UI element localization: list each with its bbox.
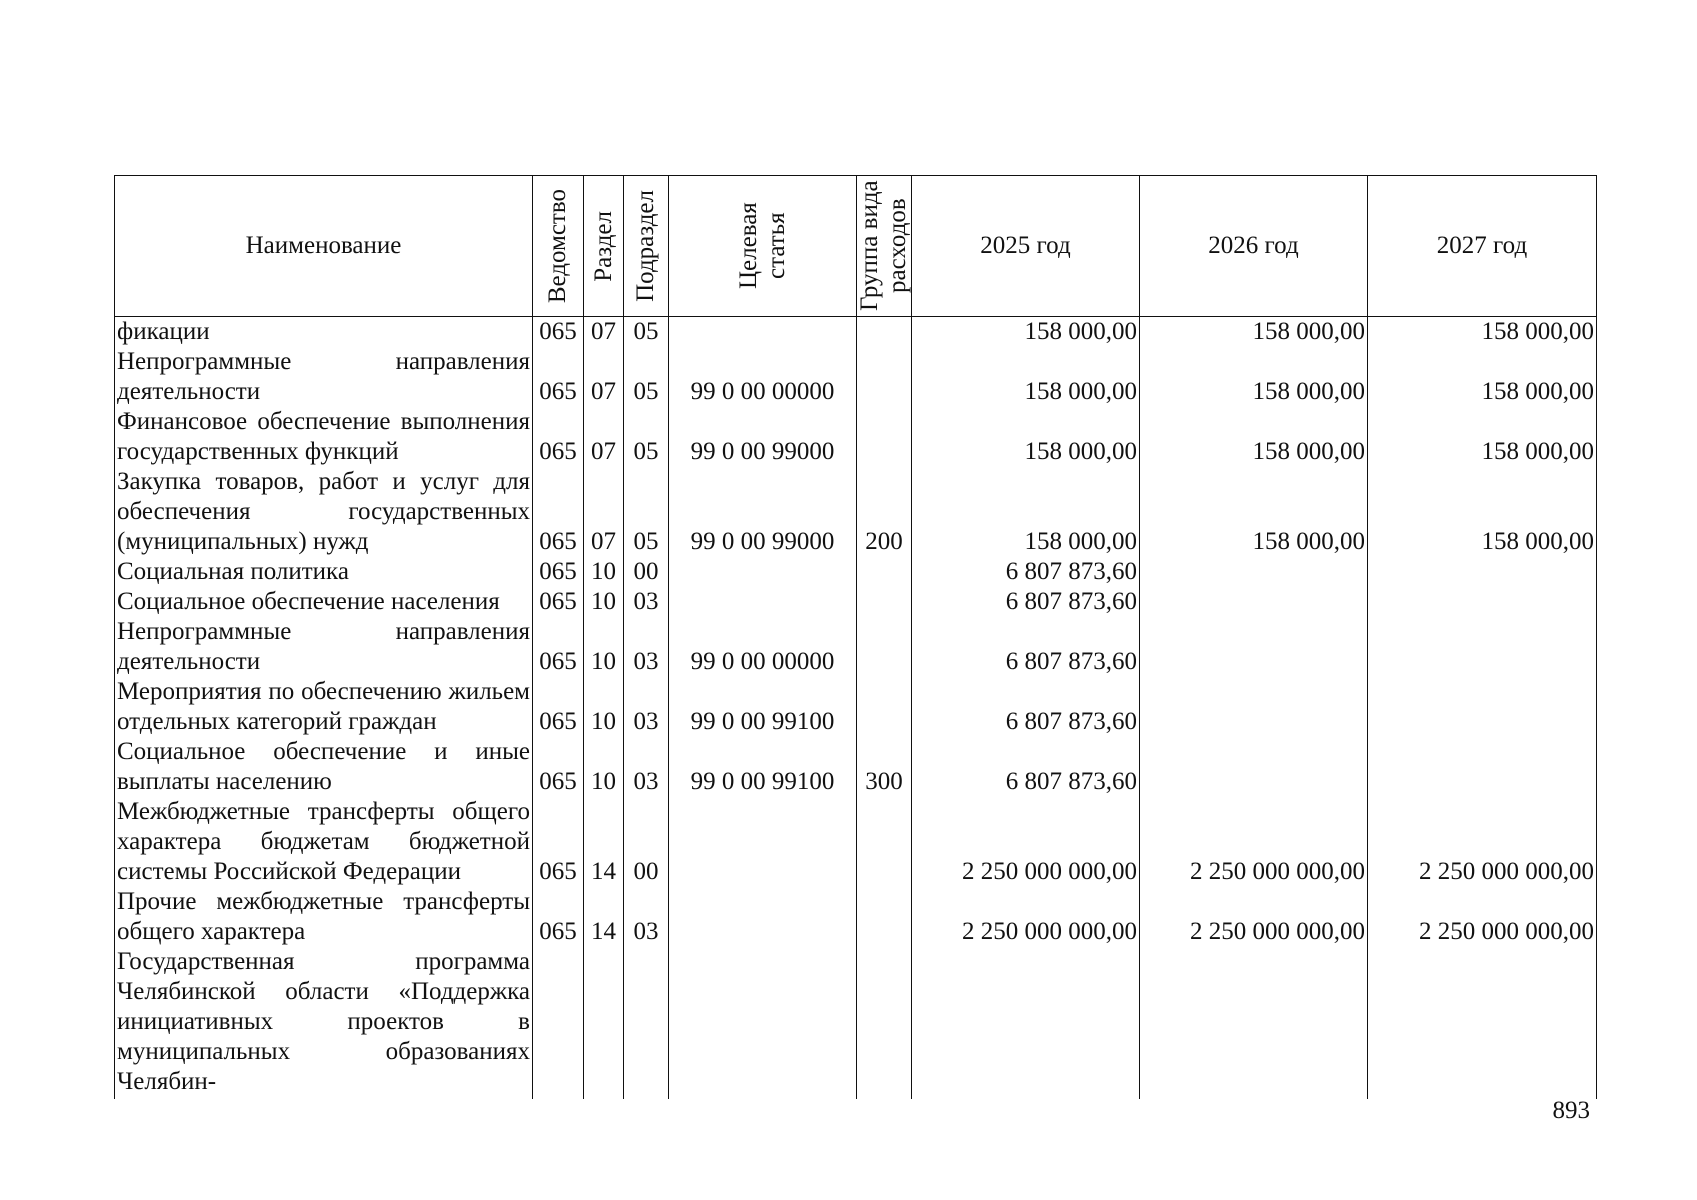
row-2025: 158 000,00 bbox=[912, 347, 1140, 407]
row-2027 bbox=[1368, 737, 1597, 797]
row-2025: 2 250 000 000,00 bbox=[912, 797, 1140, 887]
row-statya: 99 0 00 99000 bbox=[669, 407, 857, 467]
header-2026: 2026 год bbox=[1140, 176, 1368, 317]
row-gruppa bbox=[857, 347, 912, 407]
row-podrazdel: 05 bbox=[624, 407, 669, 467]
row-podrazdel: 00 bbox=[624, 557, 669, 587]
row-2027: 158 000,00 bbox=[1368, 347, 1597, 407]
table-row bbox=[115, 587, 1597, 617]
row-podrazdel bbox=[624, 947, 669, 1099]
row-2026: 158 000,00 bbox=[1140, 467, 1368, 557]
row-gruppa: 300 bbox=[857, 737, 912, 797]
row-2026 bbox=[1140, 557, 1368, 587]
table-row bbox=[115, 737, 1597, 797]
row-statya bbox=[669, 887, 857, 947]
row-2025: 6 807 873,60 bbox=[912, 587, 1140, 617]
row-2025: 6 807 873,60 bbox=[912, 737, 1140, 797]
row-razdel: 07 bbox=[584, 347, 624, 407]
row-2026: 2 250 000 000,00 bbox=[1140, 887, 1368, 947]
row-statya bbox=[669, 557, 857, 587]
row-podrazdel: 03 bbox=[624, 887, 669, 947]
row-name: Закупка товаров, работ и услуг для обеспечения государственных (муниципальных) нужд bbox=[115, 467, 533, 557]
page-number: 893 bbox=[1552, 1097, 1590, 1124]
row-vedomstvo: 065 bbox=[533, 737, 584, 797]
header-podrazdel: Подраздел bbox=[624, 176, 669, 317]
header-row bbox=[115, 176, 1597, 317]
row-name: Межбюджетные трансферты общего характера бюджетам бюджетной системы Российской Федерации bbox=[115, 797, 533, 887]
row-2025: 6 807 873,60 bbox=[912, 617, 1140, 677]
table-row bbox=[115, 317, 1597, 348]
row-gruppa: 200 bbox=[857, 467, 912, 557]
row-name: Непрограммные направления деятельности bbox=[115, 347, 533, 407]
row-vedomstvo: 065 bbox=[533, 587, 584, 617]
row-2027 bbox=[1368, 947, 1597, 1099]
row-razdel: 07 bbox=[584, 317, 624, 348]
row-podrazdel: 05 bbox=[624, 347, 669, 407]
row-statya: 99 0 00 00000 bbox=[669, 617, 857, 677]
row-gruppa bbox=[857, 407, 912, 467]
row-razdel: 10 bbox=[584, 587, 624, 617]
row-name: Социальное обеспечение населения bbox=[115, 587, 533, 617]
row-2026 bbox=[1140, 737, 1368, 797]
table-row bbox=[115, 617, 1597, 677]
row-razdel: 10 bbox=[584, 737, 624, 797]
row-name: фикации bbox=[115, 317, 533, 348]
table-row bbox=[115, 797, 1597, 887]
budget-table bbox=[114, 175, 1597, 1099]
row-2026: 158 000,00 bbox=[1140, 407, 1368, 467]
row-statya bbox=[669, 587, 857, 617]
row-vedomstvo: 065 bbox=[533, 797, 584, 887]
row-name: Государственная программа Челябинской области «Поддержка инициативных проектов в муниципальных образованиях Челябин- bbox=[115, 947, 533, 1099]
row-gruppa bbox=[857, 557, 912, 587]
row-statya: 99 0 00 00000 bbox=[669, 347, 857, 407]
row-statya bbox=[669, 797, 857, 887]
row-vedomstvo: 065 bbox=[533, 557, 584, 587]
header-gruppa: Группа вида расходов bbox=[857, 176, 912, 317]
row-name: Финансовое обеспечение выполнения государственных функций bbox=[115, 407, 533, 467]
row-statya: 99 0 00 99100 bbox=[669, 737, 857, 797]
row-razdel: 14 bbox=[584, 797, 624, 887]
row-razdel: 10 bbox=[584, 677, 624, 737]
table-row bbox=[115, 677, 1597, 737]
row-gruppa bbox=[857, 887, 912, 947]
row-2026: 158 000,00 bbox=[1140, 347, 1368, 407]
row-gruppa bbox=[857, 317, 912, 348]
table-row bbox=[115, 347, 1597, 407]
row-name: Социальное обеспечение и иные выплаты населению bbox=[115, 737, 533, 797]
row-2027: 158 000,00 bbox=[1368, 317, 1597, 348]
row-2026 bbox=[1140, 617, 1368, 677]
header-2025: 2025 год bbox=[912, 176, 1140, 317]
row-vedomstvo: 065 bbox=[533, 317, 584, 348]
row-2027: 158 000,00 bbox=[1368, 467, 1597, 557]
row-2027: 2 250 000 000,00 bbox=[1368, 887, 1597, 947]
row-razdel: 14 bbox=[584, 887, 624, 947]
header-name: Наименование bbox=[115, 176, 533, 317]
row-vedomstvo: 065 bbox=[533, 467, 584, 557]
row-2026: 2 250 000 000,00 bbox=[1140, 797, 1368, 887]
row-vedomstvo: 065 bbox=[533, 407, 584, 467]
row-statya: 99 0 00 99000 bbox=[669, 467, 857, 557]
row-statya bbox=[669, 947, 857, 1099]
row-podrazdel: 03 bbox=[624, 617, 669, 677]
row-2026 bbox=[1140, 587, 1368, 617]
table-row bbox=[115, 947, 1597, 1099]
row-2025: 158 000,00 bbox=[912, 317, 1140, 348]
header-razdel: Раздел bbox=[584, 176, 624, 317]
table-row bbox=[115, 467, 1597, 557]
row-gruppa bbox=[857, 617, 912, 677]
row-2025 bbox=[912, 947, 1140, 1099]
row-2027 bbox=[1368, 557, 1597, 587]
table-row bbox=[115, 557, 1597, 587]
row-razdel bbox=[584, 947, 624, 1099]
row-2027 bbox=[1368, 587, 1597, 617]
row-statya: 99 0 00 99100 bbox=[669, 677, 857, 737]
row-gruppa bbox=[857, 677, 912, 737]
row-gruppa bbox=[857, 587, 912, 617]
row-name: Социальная политика bbox=[115, 557, 533, 587]
row-gruppa bbox=[857, 797, 912, 887]
row-podrazdel: 00 bbox=[624, 797, 669, 887]
row-vedomstvo: 065 bbox=[533, 347, 584, 407]
table-row bbox=[115, 887, 1597, 947]
row-name: Мероприятия по обеспечению жильем отдельных категорий граждан bbox=[115, 677, 533, 737]
row-2027: 2 250 000 000,00 bbox=[1368, 797, 1597, 887]
row-vedomstvo bbox=[533, 947, 584, 1099]
row-name: Прочие межбюджетные трансферты общего характера bbox=[115, 887, 533, 947]
header-vedomstvo: Ведомство bbox=[533, 176, 584, 317]
row-podrazdel: 05 bbox=[624, 317, 669, 348]
row-vedomstvo: 065 bbox=[533, 677, 584, 737]
row-razdel: 07 bbox=[584, 467, 624, 557]
row-2025: 2 250 000 000,00 bbox=[912, 887, 1140, 947]
row-vedomstvo: 065 bbox=[533, 617, 584, 677]
row-podrazdel: 03 bbox=[624, 677, 669, 737]
row-2025: 6 807 873,60 bbox=[912, 677, 1140, 737]
row-2025: 158 000,00 bbox=[912, 467, 1140, 557]
row-razdel: 10 bbox=[584, 557, 624, 587]
header-statya: Целевая статья bbox=[669, 176, 857, 317]
row-2026: 158 000,00 bbox=[1140, 317, 1368, 348]
row-2025: 158 000,00 bbox=[912, 407, 1140, 467]
row-podrazdel: 03 bbox=[624, 587, 669, 617]
row-name: Непрограммные направления деятельности bbox=[115, 617, 533, 677]
row-razdel: 10 bbox=[584, 617, 624, 677]
row-2027: 158 000,00 bbox=[1368, 407, 1597, 467]
row-podrazdel: 03 bbox=[624, 737, 669, 797]
row-2027 bbox=[1368, 617, 1597, 677]
row-razdel: 07 bbox=[584, 407, 624, 467]
row-2027 bbox=[1368, 677, 1597, 737]
row-2025: 6 807 873,60 bbox=[912, 557, 1140, 587]
row-2026 bbox=[1140, 947, 1368, 1099]
row-podrazdel: 05 bbox=[624, 467, 669, 557]
row-vedomstvo: 065 bbox=[533, 887, 584, 947]
header-2027: 2027 год bbox=[1368, 176, 1597, 317]
table-row bbox=[115, 407, 1597, 467]
row-gruppa bbox=[857, 947, 912, 1099]
row-statya bbox=[669, 317, 857, 348]
row-2026 bbox=[1140, 677, 1368, 737]
